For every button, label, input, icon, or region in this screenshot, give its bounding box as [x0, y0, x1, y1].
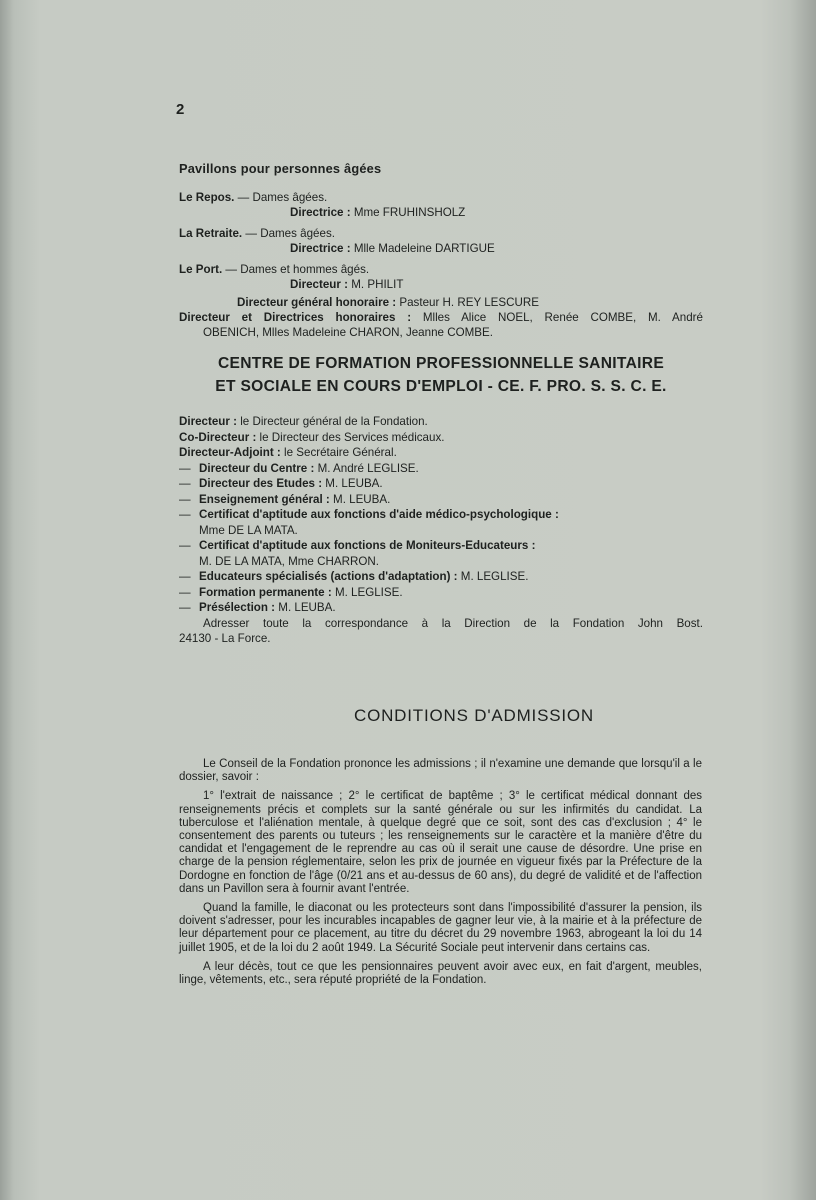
person-name: le Secrétaire Général.: [284, 446, 397, 459]
person-name: M. LEGLISE.: [334, 585, 403, 599]
role-label: Certificat d'aptitude aux fonctions de Moniteurs-Educateurs :: [199, 539, 536, 552]
person-name: M. LEUBA.: [278, 601, 336, 614]
role-label: Directeur :: [290, 278, 348, 291]
dash-mark: —: [179, 492, 191, 506]
role-label: Directeur du Centre :: [199, 461, 315, 475]
conditions-paragraph-4: A leur décès, tout ce que les pensionnaires peuvent avoir avec eux, en fait d'argent, meubles, linge, vêtements, etc., sera réputé propriété de la Fondation.: [179, 960, 702, 987]
role-label: Directeur général honoraire :: [237, 296, 397, 309]
role-label: Enseignement général :: [199, 492, 330, 506]
pavillon-port-director: [179, 277, 703, 292]
role-label: Directeur-Adjoint :: [179, 446, 281, 459]
role-label: Co-Directeur :: [179, 430, 257, 444]
centre-item: [179, 585, 703, 601]
role-label: Educateurs spécialisés (actions d'adaptation) :: [199, 570, 458, 583]
dash-mark: —: [179, 508, 191, 521]
centre-title-line2: ET SOCIALE EN COURS D'EMPLOI - CE. F. PRO. S. S. C. E.: [215, 378, 667, 395]
person-name: le Directeur des Services médicaux.: [259, 430, 445, 444]
centre-item: [179, 600, 703, 616]
dash-mark: —: [179, 461, 191, 475]
conditions-paragraph-2: 1° l'extrait de naissance ; 2° le certificat de baptême ; 3° le certificat médical donnant des renseignements précis et complets sur la santé générale ou sur les infirmités du candidat. La tuberculose et l'aliénation mentale, à quelque degré que ce soit, sont des cas d'exclusion ; 4° le consentement des parents ou tuteurs ; les renseignements sur le caractère et la manière d'être du candidat et l'engagement de le reprendre au cas où il serait une cause de désordre. Une prise en charge de la pension réglementaire, selon les prix de journée en vigueur fixés par la Préfecture de la Dordogne en fonction de l'âge (0/21 ans et au-dessus de 60 ans), du degré de validité et de l'affection dans un Pavillon sera à fournir avant l'entrée.: [179, 790, 702, 895]
centre-item: [179, 569, 703, 585]
conditions-title: CONDITIONS D'ADMISSION: [354, 706, 594, 725]
person-names: Mlles Alice NOEL, Renée COMBE, M. André: [422, 311, 703, 324]
person-name: Mme FRUHINSHOLZ: [353, 206, 466, 219]
pavillon-desc: — Dames âgées.: [245, 227, 335, 240]
conditions-paragraph-1: Le Conseil de la Fondation prononce les admissions ; il n'examine une demande que lorsqu'il a le dossier, savoir :: [179, 758, 702, 784]
person-name: le Directeur général de la Fondation.: [240, 415, 428, 428]
centre-item: [179, 476, 703, 492]
dash-mark: —: [179, 570, 191, 583]
centre-directeur: [179, 414, 703, 430]
pavillon-retraite-director: [179, 241, 703, 256]
pavillon-name: Le Port.: [179, 263, 223, 276]
dash-mark: —: [179, 585, 191, 599]
person-name: M. LEUBA.: [325, 477, 383, 490]
role-label: Directeur :: [179, 415, 237, 428]
dash-mark: —: [179, 477, 191, 490]
centre-staff: [179, 414, 703, 647]
person-name: M. André LEGLISE.: [317, 461, 419, 475]
pavillon-port: [179, 262, 703, 277]
pavillon-repos-director: [179, 205, 703, 220]
centre-item: [179, 507, 703, 523]
conditions-body: [179, 758, 702, 993]
pavillon-name: La Retraite.: [179, 227, 243, 240]
person-name: M. DE LA MATA, Mme CHARRON.: [199, 554, 379, 568]
person-name: M. PHILIT: [351, 278, 404, 291]
directeurs-honoraires: [179, 310, 703, 325]
person-name: Pasteur H. REY LESCURE: [399, 296, 539, 309]
role-label: Certificat d'aptitude aux fonctions d'aide médico-psychologique :: [199, 508, 559, 521]
pavillon-name: Le Repos.: [179, 191, 235, 204]
centre-title-line1: CENTRE DE FORMATION PROFESSIONNELLE SANITAIRE: [217, 355, 665, 372]
person-name: M. LEGLISE.: [460, 570, 529, 583]
pavillon-retraite: [179, 226, 703, 241]
centre-directeur-adjoint: [179, 445, 703, 461]
centre-co-directeur: [179, 430, 703, 446]
role-label: Directeur et Directrices honoraires :: [179, 311, 412, 324]
centre-item: [179, 492, 703, 508]
directeur-general-honoraire: [179, 295, 703, 310]
pavillons-heading: Pavillons pour personnes âgées: [179, 161, 382, 176]
role-label: Présélection :: [199, 601, 276, 614]
centre-title: [179, 352, 703, 398]
role-label: Formation permanente :: [199, 585, 332, 599]
directeurs-honoraires-cont: OBENICH, Mlles Madeleine CHARON, Jeanne COMBE.: [203, 326, 493, 339]
address-line2: 24130 - La Force.: [179, 632, 271, 645]
centre-item: [179, 538, 703, 554]
conditions-paragraph-3: Quand la famille, le diaconat ou les protecteurs sont dans l'impossibilité d'assurer la pension, ils doivent s'adresser, pour les incurables incapables de gagner leur vie, à la mairie et à la préfecture de leur département pour ce placement, au titre du décret du 29 novembre 1963, abrogeant la loi du 14 juillet 1905, et de la loi du 2 août 1949. La Sécurité Sociale peut intervenir dans certains cas.: [179, 902, 702, 954]
pavillons-list: [179, 190, 703, 340]
dash-mark: —: [179, 601, 191, 614]
address-line1: Adresser toute la correspondance à la Direction de la Fondation John Bost.: [203, 616, 703, 630]
dash-mark: —: [179, 539, 191, 552]
role-label: Directrice :: [290, 206, 351, 219]
role-label: Directeur des Etudes :: [199, 477, 323, 490]
centre-item: [179, 461, 703, 477]
page-number: 2: [176, 101, 185, 118]
person-name: Mme DE LA MATA.: [199, 523, 298, 537]
role-label: Directrice :: [290, 242, 351, 255]
person-name: Mlle Madeleine DARTIGUE: [353, 242, 495, 255]
pavillon-desc: — Dames âgées.: [237, 191, 328, 204]
pavillon-repos: [179, 190, 703, 205]
person-name: M. LEUBA.: [333, 492, 391, 506]
pavillon-desc: — Dames et hommes âgés.: [225, 263, 370, 276]
